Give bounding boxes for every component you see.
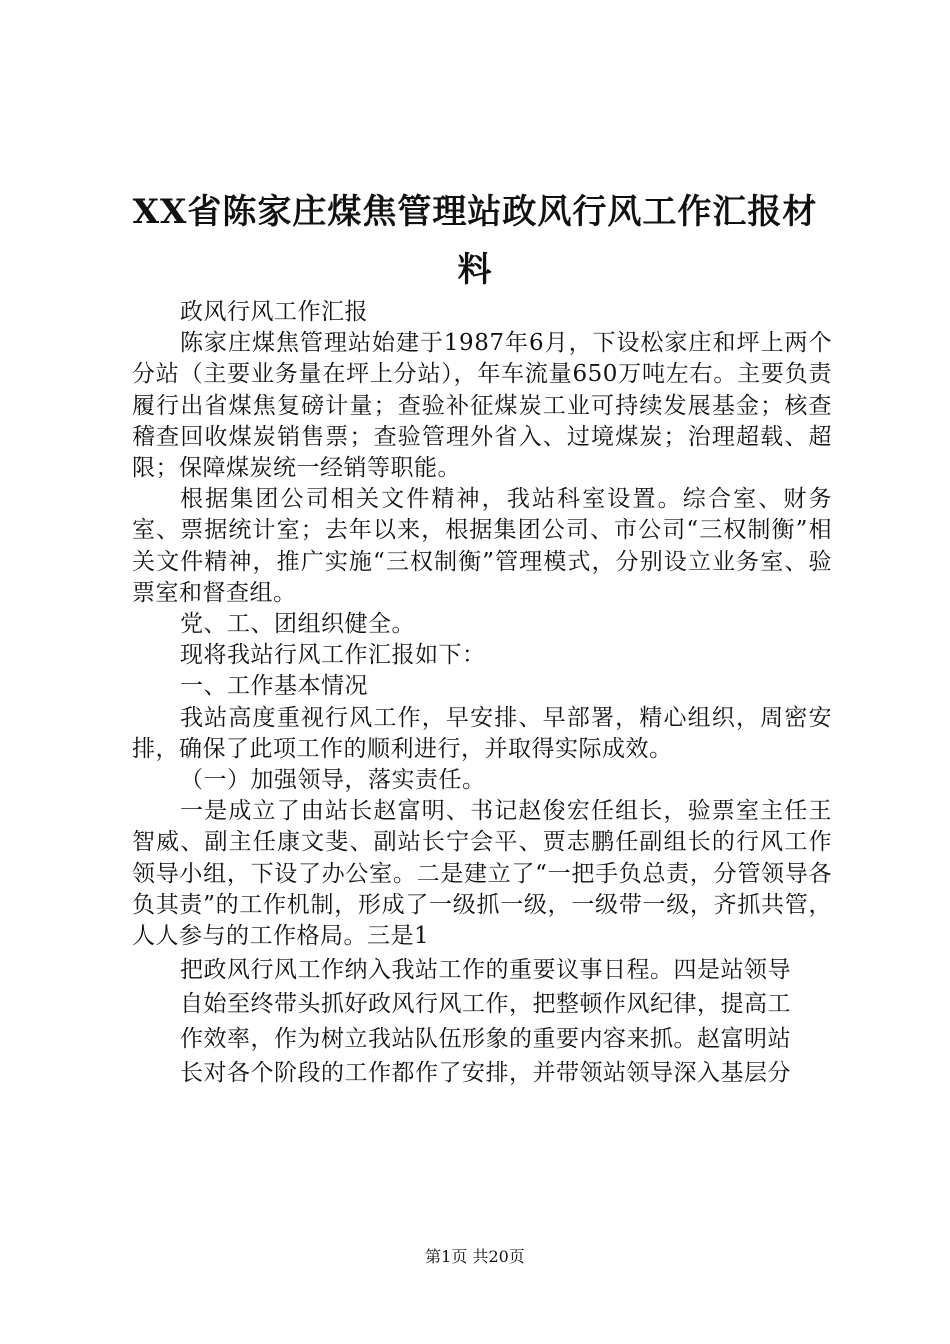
document-title-line-2: 料 bbox=[457, 250, 493, 290]
page-footer: 第1页 共20页 bbox=[425, 1247, 525, 1266]
paragraph: 我站高度重视行风工作，早安排、早部署，精心组织，周密安排，确保了此项工作的顺利进行，并取得实际成效。 bbox=[132, 704, 832, 762]
paragraph: 现将我站行风工作汇报如下： bbox=[180, 642, 486, 669]
paragraph: 作效率，作为树立我站队伍形象的重要内容来抓。赵富明站 bbox=[180, 1025, 791, 1052]
section-heading: 一、工作基本情况 bbox=[180, 673, 368, 700]
paragraph: 根据集团公司相关文件精神，我站科室设置。综合室、财务室、票据统计室；去年以来，根据集团公司、市公司“三权制衡”相关文件精神，推广实施“三权制衡”管理模式，分别设立业务室、验票室和督查组。 bbox=[132, 486, 832, 606]
paragraph: 一是成立了由站长赵富明、书记赵俊宏任组长，验票室主任王智威、副主任康文斐、副站长宁会平、贾志鹏任副组长的行风工作领导小组，下设了办公室。二是建立了“一把手负总责，分管领导各负其责”的工作机制，形成了一级抓一级，一级带一级，齐抓共管，人人参与的工作格局。三是1 bbox=[132, 798, 832, 950]
subsection-heading: （一）加强领导，落实责任。 bbox=[180, 767, 486, 794]
paragraph: 陈家庄煤焦管理站始建于1987年6月，下设松家庄和坪上两个分站（主要业务量在坪上分站），年车流量650万吨左右。主要负责履行出省煤焦复磅计量；查验补征煤炭工业可持续发展基金；核查稽查回收煤炭销售票；查验管理外省入、过境煤炭；治理超载、超限；保障煤炭统一经销等职能。 bbox=[132, 330, 832, 482]
paragraph: 党、工、团组织健全。 bbox=[180, 611, 415, 638]
paragraph: 自始至终带头抓好政风行风工作，把整顿作风纪律，提高工 bbox=[180, 991, 791, 1018]
paragraph-heading: 政风行风工作汇报 bbox=[180, 299, 368, 325]
paragraph: 长对各个阶段的工作都作了安排，并带领站领导深入基层分 bbox=[180, 1059, 791, 1086]
paragraph: 把政风行风工作纳入我站工作的重要议事日程。四是站领导 bbox=[180, 957, 791, 984]
document-title-line-1: XX省陈家庄煤焦管理站政风行风工作汇报材 bbox=[132, 192, 818, 232]
document-body bbox=[132, 297, 832, 1089]
